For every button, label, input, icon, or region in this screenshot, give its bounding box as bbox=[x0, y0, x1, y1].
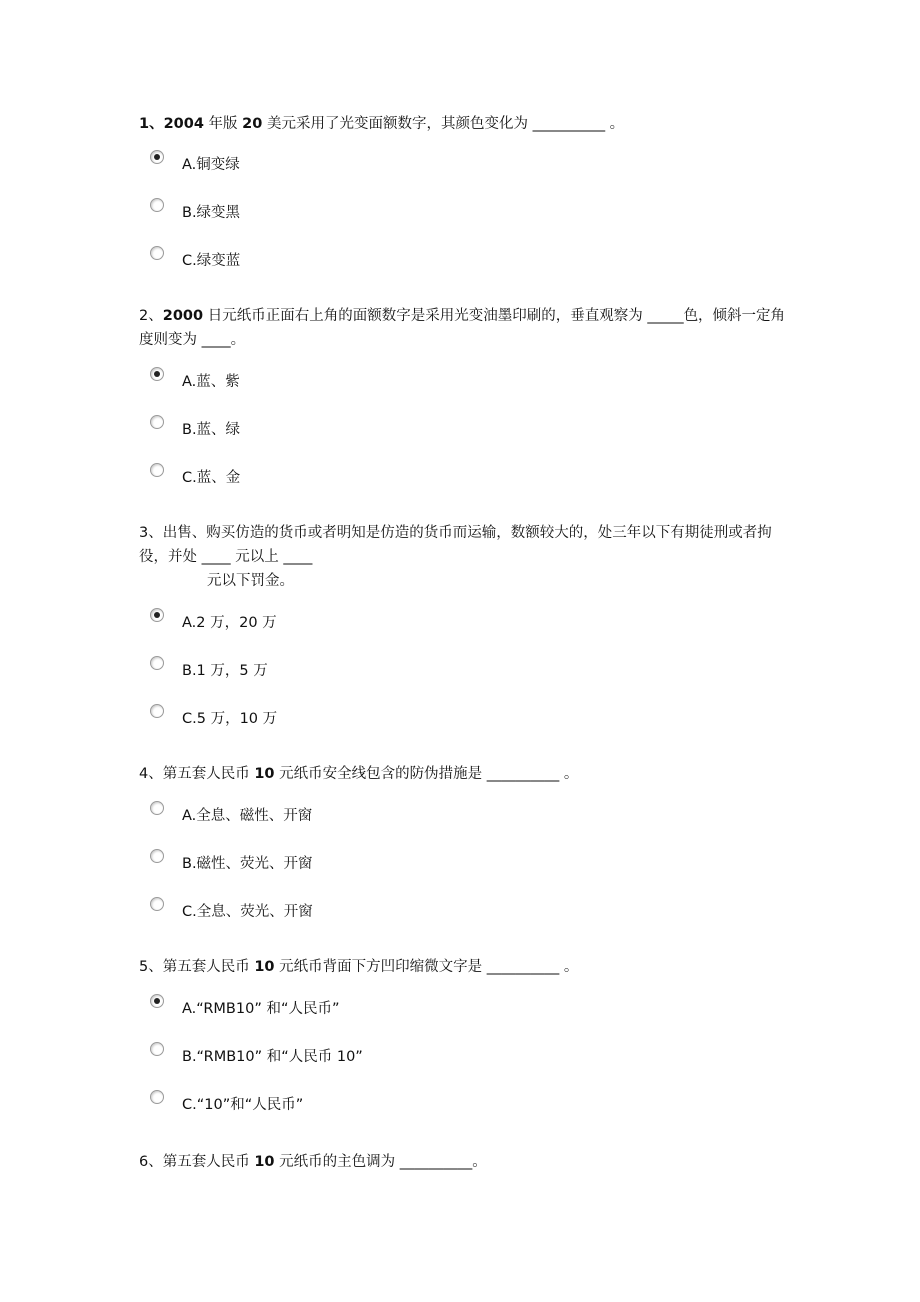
radio-checked-icon[interactable] bbox=[150, 608, 164, 622]
option-label: B.磁性、荧光、开窗 bbox=[182, 856, 313, 872]
option-label: A.“RMB10” 和“人民币” bbox=[182, 1001, 340, 1017]
radio-unchecked-icon[interactable] bbox=[150, 656, 164, 670]
radio-unchecked-icon[interactable] bbox=[150, 1090, 164, 1104]
option-label: C.蓝、金 bbox=[182, 470, 241, 486]
option-label: C.绿变蓝 bbox=[182, 253, 241, 269]
question-4: 4、第五套人民币 10 元纸币安全线包含的防伪措施是 __________ 。 bbox=[139, 766, 579, 782]
radio-unchecked-icon[interactable] bbox=[150, 463, 164, 477]
radio-unchecked-icon[interactable] bbox=[150, 704, 164, 718]
answer-blank: ____ bbox=[283, 549, 313, 565]
answer-blank: ____ bbox=[201, 332, 231, 348]
option-label: B.1 万，5 万 bbox=[182, 663, 268, 679]
option-label: A.蓝、紫 bbox=[182, 374, 240, 390]
option-label: B.“RMB10” 和“人民币 10” bbox=[182, 1049, 363, 1065]
option-label: B.绿变黑 bbox=[182, 205, 241, 221]
radio-unchecked-icon[interactable] bbox=[150, 1042, 164, 1056]
radio-unchecked-icon[interactable] bbox=[150, 415, 164, 429]
radio-unchecked-icon[interactable] bbox=[150, 897, 164, 911]
radio-checked-icon[interactable] bbox=[150, 994, 164, 1008]
radio-checked-icon[interactable] bbox=[150, 367, 164, 381]
radio-unchecked-icon[interactable] bbox=[150, 246, 164, 260]
option-label: A.铜变绿 bbox=[182, 157, 240, 173]
answer-blank: __________ bbox=[486, 766, 560, 782]
question-3: 3、出售、购买仿造的货币或者明知是仿造的货币而运输，数额较大的，处三年以下有期徒刑或者拘役，并处 ____ 元以上 ____ 元以下罚金。 bbox=[139, 525, 772, 589]
option-label: C.“10”和“人民币” bbox=[182, 1097, 304, 1113]
question-6: 6、第五套人民币 10 元纸币的主色调为 __________。 bbox=[139, 1154, 487, 1170]
question-1: 1、2004 年版 20 美元采用了光变面额数字，其颜色变化为 __________ 。 bbox=[139, 116, 625, 132]
answer-blank: _____ bbox=[647, 308, 684, 324]
answer-blank: __________ bbox=[486, 959, 560, 975]
radio-unchecked-icon[interactable] bbox=[150, 198, 164, 212]
radio-unchecked-icon[interactable] bbox=[150, 849, 164, 863]
option-label: B.蓝、绿 bbox=[182, 422, 241, 438]
answer-blank: __________ bbox=[532, 116, 606, 132]
question-5: 5、第五套人民币 10 元纸币背面下方凹印缩微文字是 __________ 。 bbox=[139, 959, 579, 975]
radio-unchecked-icon[interactable] bbox=[150, 801, 164, 815]
question-2: 2、2000 日元纸币正面右上角的面额数字是采用光变油墨印刷的，垂直观察为 _____色，倾斜一定角度则变为 ____。 bbox=[139, 308, 786, 348]
option-label: C.全息、荧光、开窗 bbox=[182, 904, 313, 920]
option-label: C.5 万，10 万 bbox=[182, 711, 278, 727]
radio-checked-icon[interactable] bbox=[150, 150, 164, 164]
option-label: A.2 万，20 万 bbox=[182, 615, 277, 631]
answer-blank: __________ bbox=[399, 1154, 473, 1170]
option-label: A.全息、磁性、开窗 bbox=[182, 808, 313, 824]
answer-blank: ____ bbox=[201, 549, 231, 565]
